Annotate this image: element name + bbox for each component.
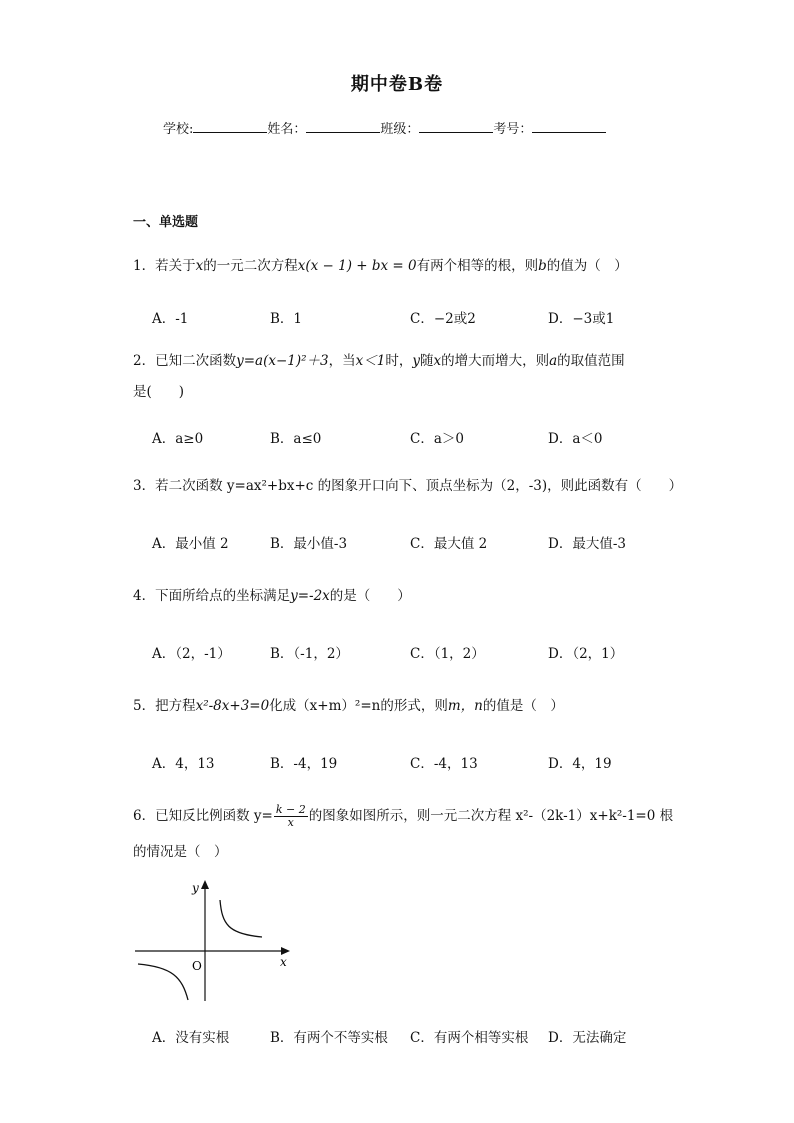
- option-c[interactable]: C．（1，2）: [410, 646, 485, 662]
- option-c[interactable]: C．−2或2: [410, 311, 476, 327]
- option-c[interactable]: C．a＞0: [410, 431, 464, 447]
- school-label: 学校:: [163, 122, 194, 137]
- name-blank: [306, 120, 380, 133]
- question-text: 的值为（ ）: [546, 258, 628, 274]
- option-a[interactable]: A．-1: [152, 311, 189, 327]
- question-text: 化成（x+m）²=n的形式，则: [269, 698, 448, 714]
- question-6-continued: 的情况是（ ）: [133, 844, 228, 860]
- question-text: 的值是（ ）: [482, 698, 564, 714]
- student-info-line: [163, 118, 606, 137]
- equation: y=-2x: [290, 588, 330, 604]
- question-1: [133, 256, 628, 276]
- question-text: 时，: [385, 353, 413, 369]
- variable: b: [538, 258, 547, 274]
- variable: m，n: [447, 698, 483, 714]
- y-axis-arrow: [201, 880, 209, 889]
- option-b[interactable]: B．1: [270, 311, 303, 327]
- name-label: 姓名：: [267, 122, 307, 137]
- option-d[interactable]: D．4，19: [548, 756, 612, 772]
- hyperbola-branch-upper-right: [220, 900, 262, 937]
- question-text: 的增大而增大，则: [441, 353, 550, 369]
- variable: a: [549, 353, 558, 369]
- option-c[interactable]: C．有两个相等实根: [410, 1030, 529, 1046]
- variable: x: [433, 353, 442, 369]
- question-text: 已知反比例函数 y=: [155, 808, 273, 824]
- question-2: [133, 351, 625, 371]
- option-a[interactable]: A．a≥0: [152, 431, 204, 447]
- question-number: 6．: [133, 808, 156, 824]
- page-title: 期中卷B卷: [350, 74, 444, 95]
- question-text: ，当: [328, 353, 356, 369]
- question-3: [133, 476, 682, 496]
- option-a[interactable]: A．4，13: [152, 756, 215, 772]
- question-text: 的一元二次方程: [203, 258, 298, 274]
- option-c[interactable]: C．最大值 2: [410, 536, 488, 552]
- question-number: 1．: [133, 258, 156, 274]
- question-text: 下面所给点的坐标满足: [155, 588, 291, 604]
- fraction-numerator: k − 2: [275, 803, 306, 816]
- y-axis-label: y: [192, 881, 199, 895]
- class-label: 班级：: [380, 122, 420, 137]
- equation: x(x − 1) + bx = 0: [297, 258, 417, 274]
- school-blank: [193, 120, 267, 133]
- fraction-denominator: x: [287, 816, 294, 829]
- question-number: 5．: [133, 698, 156, 714]
- equation: x²-8x+3=0: [195, 698, 270, 714]
- exam-no-blank: [532, 120, 606, 133]
- question-text: 的是（ ）: [329, 588, 411, 604]
- origin-label: O: [192, 959, 202, 973]
- option-d[interactable]: D．无法确定: [548, 1030, 627, 1046]
- question-text: 的图象如图所示，则一元二次方程 x²-（2k-1）x+k²-1=0 根: [308, 808, 674, 824]
- hyperbola-graph: [130, 876, 295, 1006]
- option-a[interactable]: A．没有实根: [152, 1030, 230, 1046]
- question-text: 的取值范围: [557, 353, 625, 369]
- question-2-continued: 是( ): [133, 384, 185, 400]
- option-b[interactable]: B．最小值-3: [270, 536, 348, 552]
- section-heading: 一、单选题: [133, 215, 199, 230]
- option-b[interactable]: B．（-1，2）: [270, 646, 349, 662]
- question-5: [133, 696, 564, 716]
- exam-no-label: 考号：: [493, 122, 533, 137]
- option-b[interactable]: B．a≤0: [270, 431, 322, 447]
- question-text: 已知二次函数: [155, 353, 237, 369]
- option-c[interactable]: C．-4，13: [410, 756, 478, 772]
- option-a[interactable]: A．最小值 2: [152, 536, 229, 552]
- question-text: 把方程: [155, 698, 196, 714]
- question-number: 4．: [133, 588, 156, 604]
- hyperbola-branch-lower-left: [138, 964, 188, 1000]
- option-b[interactable]: B．-4，19: [270, 756, 338, 772]
- question-text: 若关于: [155, 258, 196, 274]
- x-axis-arrow: [281, 947, 290, 955]
- option-b[interactable]: B．有两个不等实根: [270, 1030, 388, 1046]
- question-4: [133, 586, 411, 606]
- option-d[interactable]: D．−3或1: [548, 311, 615, 327]
- question-6: [133, 804, 673, 829]
- equation: y=a(x−1)²＋3: [236, 353, 329, 369]
- fraction: [274, 804, 308, 829]
- equation: x＜1: [355, 353, 386, 369]
- question-text: 若二次函数 y=ax²+bx+c 的图象开口向下、顶点坐标为（2，-3)，则此函数有（ ）: [155, 478, 683, 494]
- question-text: 随: [419, 353, 434, 369]
- question-number: 3．: [133, 478, 156, 494]
- question-number: 2．: [133, 353, 156, 369]
- option-d[interactable]: D．（2，1）: [548, 646, 624, 662]
- class-blank: [419, 120, 493, 133]
- option-d[interactable]: D．a＜0: [548, 431, 603, 447]
- variable: y: [412, 353, 420, 369]
- option-a[interactable]: A．（2，-1）: [152, 646, 231, 662]
- x-axis-label: x: [280, 955, 287, 969]
- variable: x: [195, 258, 204, 274]
- question-text: 有两个相等的根，则: [416, 258, 539, 274]
- option-d[interactable]: D．最大值-3: [548, 536, 626, 552]
